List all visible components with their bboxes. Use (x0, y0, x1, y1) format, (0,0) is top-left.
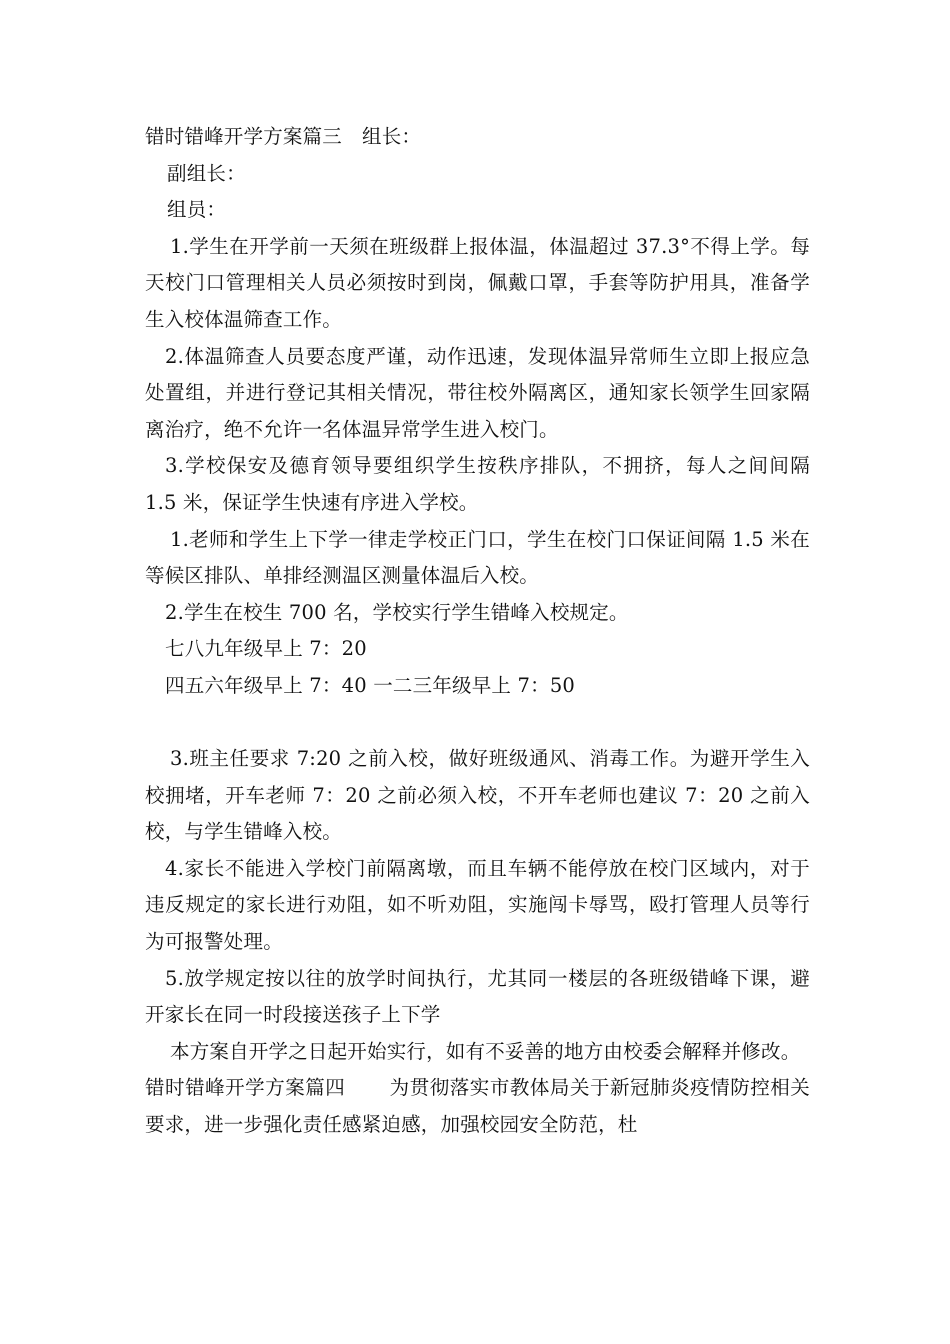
members-label: 组员： (167, 198, 227, 222)
schedule-line-1: 七八九年级早上 7：20 (165, 637, 367, 661)
paragraph-item-4b: 4.家长不能进入学校门前隔离墩，而且车辆不能停放在校门区域内，对于违反规定的家长进行劝阻，如不听劝阻，实施闯卡辱骂，殴打管理人员等行为可报警处理。 (145, 856, 810, 954)
section3-heading-line (145, 119, 810, 156)
vice-leader-label: 副组长： (167, 161, 246, 185)
paragraph-item-3b: 3.班主任要求 7:20 之前入校，做好班级通风、消毒工作。为避开学生入校拥堵，开车老师 7：20 之前必须入校，不开车老师也建议 7：20 之前入校，与学生错峰入校。 (145, 747, 810, 844)
section3-title: 错时错峰开学方案篇三 (145, 125, 343, 148)
paragraph-item-2b: 2.学生在校生 700 名，学校实行学生错峰入校规定。 (165, 600, 629, 624)
paragraph-closing: 本方案自开学之日起开始实行，如有不妥善的地方由校委会解释并修改。 (170, 1039, 801, 1063)
schedule-line-2: 四五六年级早上 7：40 一二三年级早上 7：50 (165, 673, 576, 697)
paragraph-item-1a: 1.学生在开学前一天须在班级群上报体温，体温超过 37.3°不得上学。每天校门口管理相关人员必须按时到岗，佩戴口罩，手套等防护用具，准备学生入校体温筛查工作。 (145, 234, 810, 331)
section4-title: 错时错峰开学方案篇四 (145, 1076, 346, 1100)
paragraph-item-3a: 3.学校保安及德育领导要组织学生按秩序排队，不拥挤，每人之间间隔 1.5 米，保证学生快速有序进入学校。 (145, 454, 810, 514)
section4-intro: 为贯彻落实市教体局关于新冠肺炎疫情防控相关要求，进一步强化责任感紧迫感，加强校园安全防范，杜 (145, 1076, 810, 1137)
leader-label: 组长： (362, 125, 422, 148)
paragraph-item-2a: 2.体温筛查人员要态度严谨，动作迅速，发现体温异常师生立即上报应急处置组，并进行登记其相关情况，带往校外隔离区，通知家长领学生回家隔离治疗，绝不允许一名体温异常学生进入校门。 (145, 344, 810, 441)
paragraph-item-5b: 5.放学规定按以往的放学时间执行，尤其同一楼层的各班级错峰下课，避开家长在同一时段接送孩子上下学 (145, 966, 810, 1027)
document-body (145, 119, 810, 1144)
blank-line (145, 705, 810, 742)
section4-paragraph (145, 1070, 810, 1143)
paragraph-item-1b: 1.老师和学生上下学一律走学校正门口，学生在校门口保证间隔 1.5 米在等候区排队、单排经测温区测量体温后入校。 (145, 527, 810, 588)
